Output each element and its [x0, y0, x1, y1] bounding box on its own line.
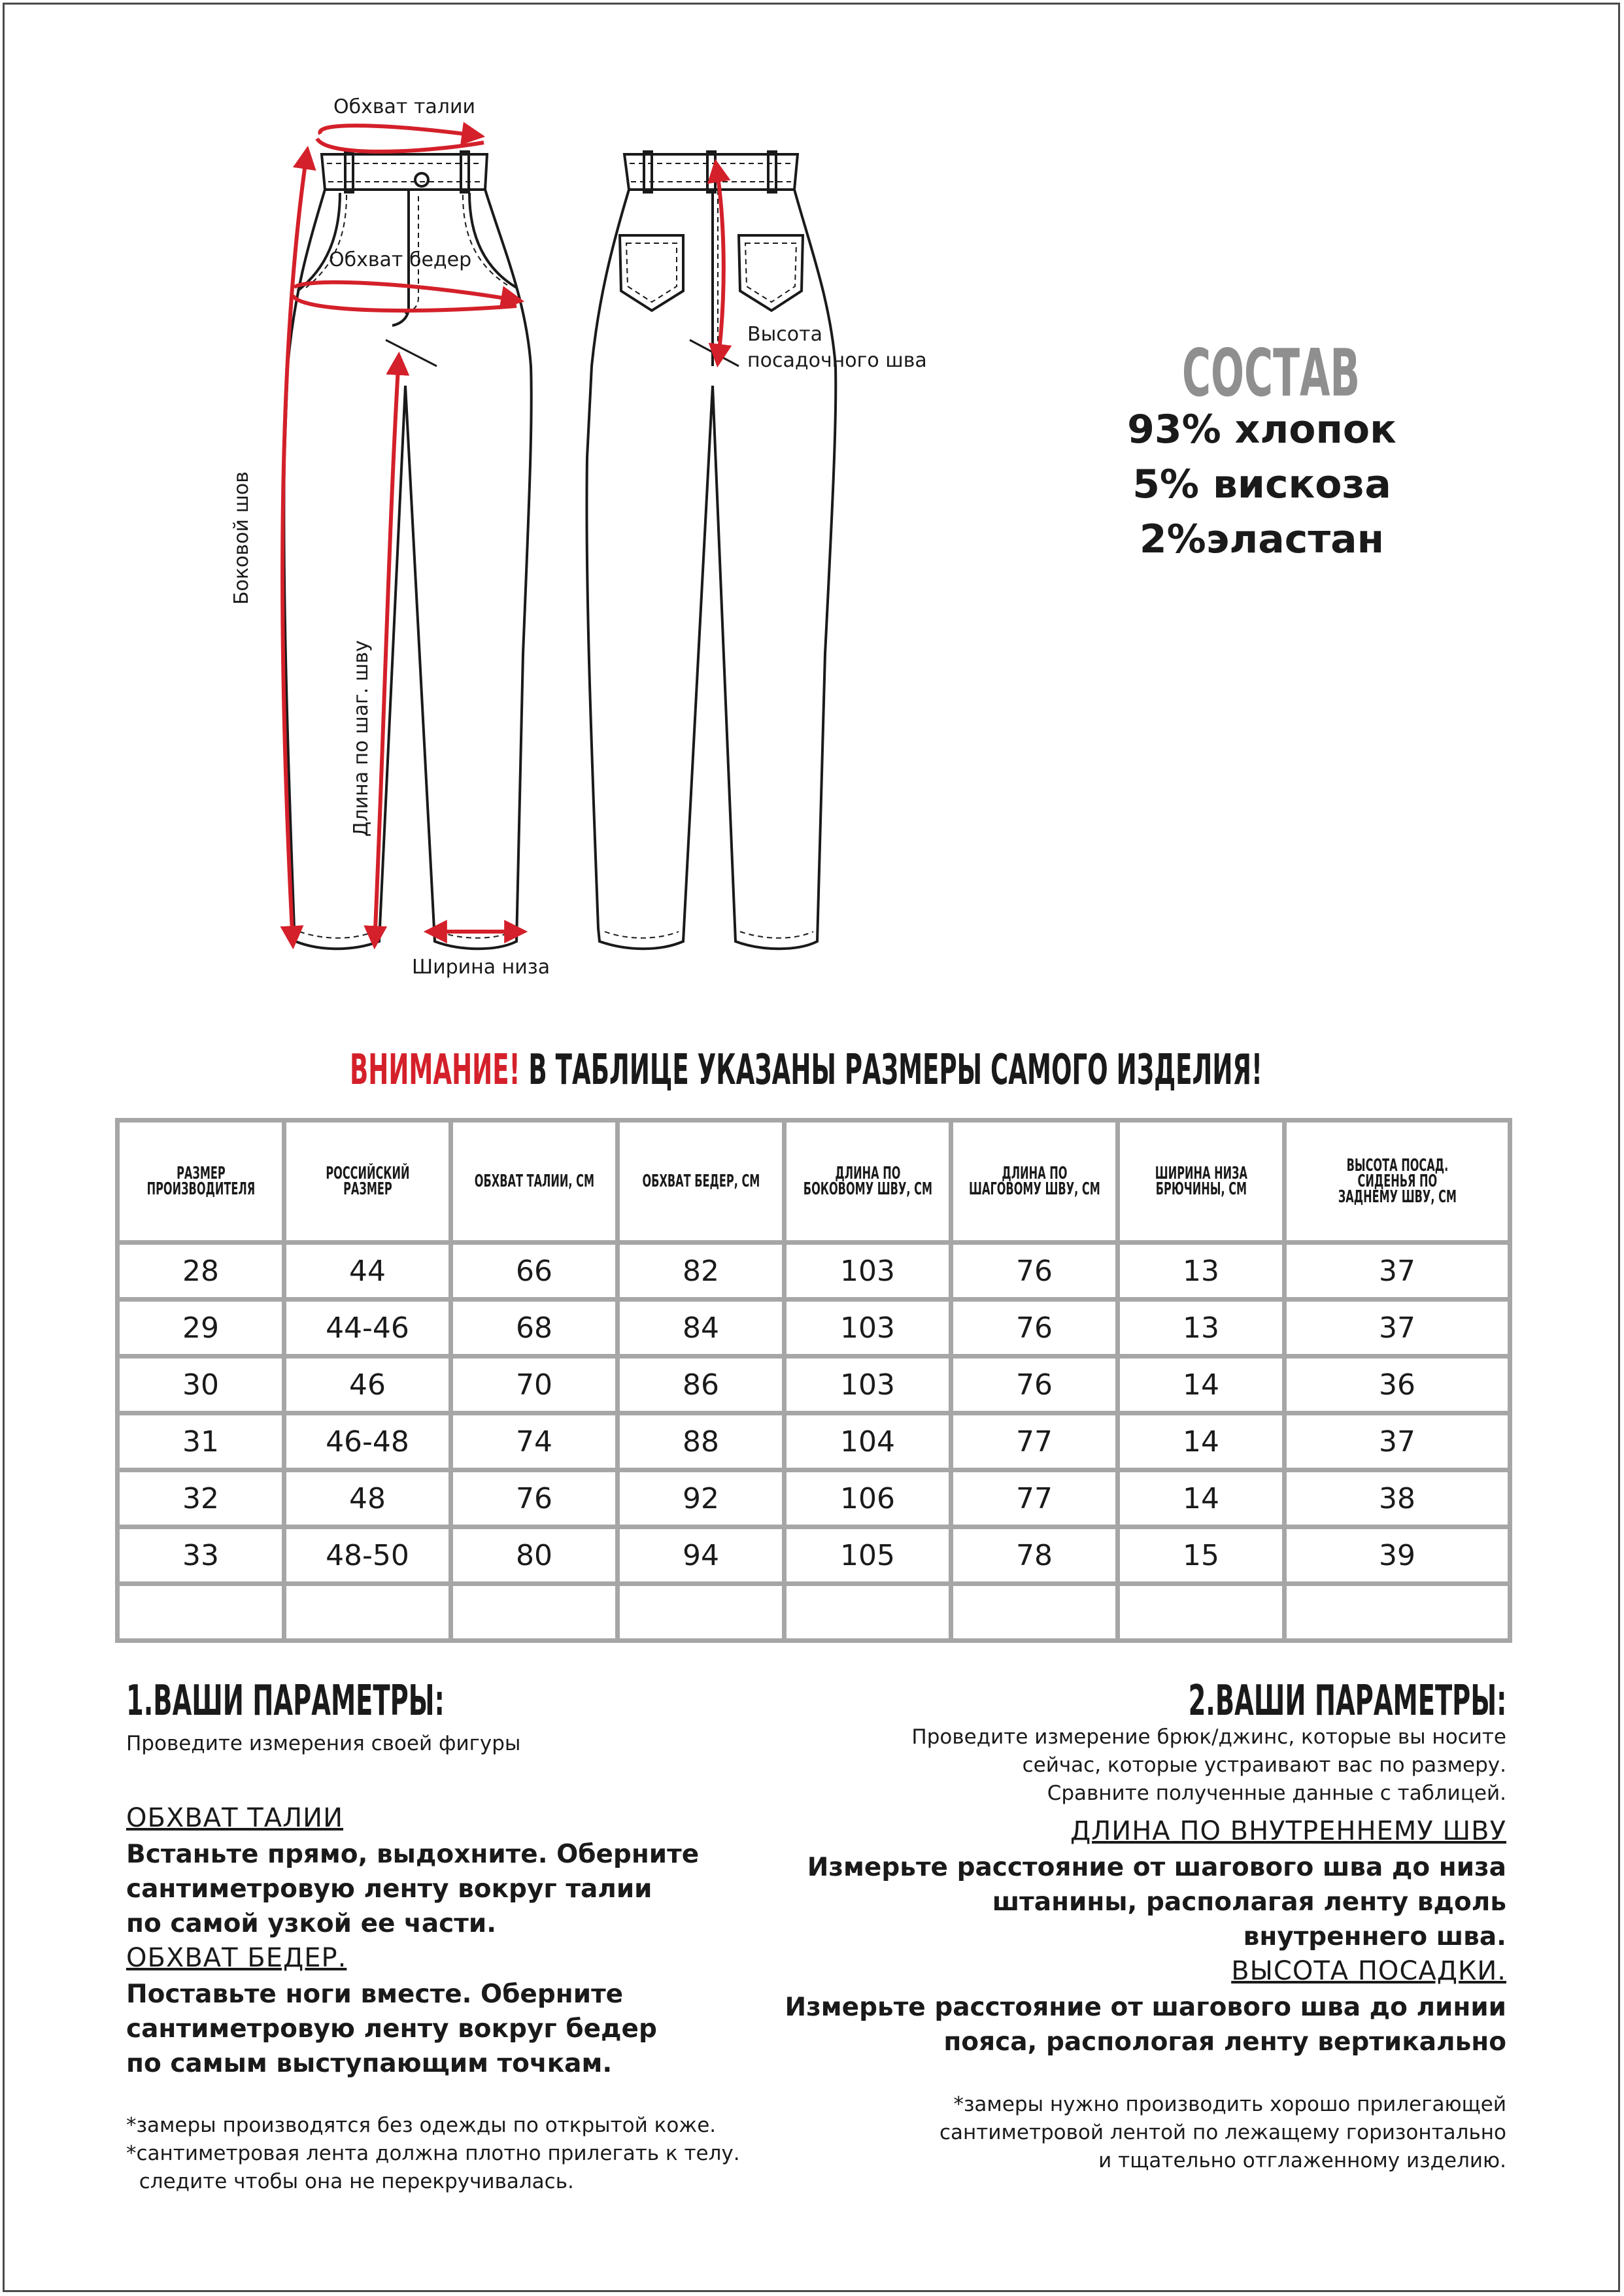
- table-cell: 37: [1285, 1413, 1510, 1470]
- table-cell: 29: [118, 1300, 284, 1357]
- table-cell: [1118, 1584, 1285, 1641]
- rise-instructions: [785, 1990, 1506, 2059]
- waist-heading: ОБХВАТ ТАЛИИ: [126, 1803, 343, 1833]
- table-cell: 14: [1118, 1357, 1285, 1413]
- hem-width-label: Ширина низа: [412, 956, 550, 979]
- right-subtitle-1: Проведите измерение брюк/джинс, которые вы носите: [911, 1725, 1506, 1749]
- header-waist: ОБХВАТ ТАЛИИ, СМ: [451, 1121, 618, 1243]
- right-subtitle-2: сейчас, которые устраивают вас по размеру.: [1022, 1753, 1506, 1777]
- header-hem-width: ШИРИНА НИЗА БРЮЧИНЫ, СМ: [1118, 1121, 1285, 1243]
- table-cell: [785, 1584, 951, 1641]
- table-cell: 37: [1285, 1243, 1510, 1300]
- table-cell: 78: [951, 1527, 1118, 1584]
- table-cell: 32: [118, 1470, 284, 1527]
- table-cell: 14: [1118, 1470, 1285, 1527]
- table-cell: 14: [1118, 1413, 1285, 1470]
- table-cell: 74: [451, 1413, 618, 1470]
- table-row: [118, 1470, 1510, 1527]
- hips-line-3: по самым выступающим точкам.: [126, 2049, 613, 2078]
- header-side-seam: ДЛИНА ПО БОКОВОМУ ШВУ, СМ: [785, 1121, 951, 1243]
- left-note-3: следите чтобы она не перекручивалась.: [126, 2170, 574, 2193]
- table-cell: [618, 1584, 785, 1641]
- table-cell: 80: [451, 1527, 618, 1584]
- table-row: [118, 1243, 1510, 1300]
- table-cell: 88: [618, 1413, 785, 1470]
- hips-line-2: сантиметровую ленту вокруг бедер: [126, 2014, 657, 2044]
- composition-line-elastane: 2%эластан: [1139, 516, 1385, 562]
- table-cell: 68: [451, 1300, 618, 1357]
- table-cell: 104: [785, 1413, 951, 1470]
- rise-heading: ВЫСОТА ПОСАДКИ.: [1231, 1956, 1506, 1986]
- rise-label-line2: посадочного шва: [747, 349, 927, 372]
- side-seam-label: Боковой шов: [230, 471, 253, 605]
- table-row-empty: [118, 1584, 1510, 1641]
- table-cell: [284, 1584, 451, 1641]
- table-cell: [951, 1584, 1118, 1641]
- left-note-2: *сантиметровая лента должна плотно прилегать к телу.: [126, 2142, 740, 2165]
- size-table: [115, 1118, 1512, 1643]
- table-row: [118, 1413, 1510, 1470]
- table-cell: 82: [618, 1243, 785, 1300]
- table-cell: 70: [451, 1357, 618, 1413]
- header-russian-size: РОССИЙСКИЙ РАЗМЕР: [284, 1121, 451, 1243]
- table-row: [118, 1357, 1510, 1413]
- table-cell: 48: [284, 1470, 451, 1527]
- table-cell: 76: [451, 1470, 618, 1527]
- table-cell: 44-46: [284, 1300, 451, 1357]
- inseam-label: Длина по шаг. шву: [350, 640, 373, 837]
- hips-label: Обхват бедер: [329, 248, 472, 271]
- waist-line-1: Встаньте прямо, выдохните. Оберните: [126, 1840, 700, 1869]
- right-subtitle-3: Сравните полученные данные с таблицей.: [1047, 1781, 1506, 1805]
- table-cell: 103: [785, 1243, 951, 1300]
- inseam-line-3: внутреннего шва.: [1243, 1922, 1506, 1951]
- back-pants-drawing: [586, 152, 836, 949]
- table-cell: 103: [785, 1357, 951, 1413]
- table-cell: 76: [951, 1357, 1118, 1413]
- table-cell: 39: [1285, 1527, 1510, 1584]
- table-row: [118, 1300, 1510, 1357]
- table-cell: 66: [451, 1243, 618, 1300]
- table-cell: 30: [118, 1357, 284, 1413]
- table-cell: 106: [785, 1470, 951, 1527]
- table-cell: 36: [1285, 1357, 1510, 1413]
- table-cell: 28: [118, 1243, 284, 1300]
- notice-text: В ТАБЛИЦЕ УКАЗАНЫ РАЗМЕРЫ САМОГО ИЗДЕЛИЯ!: [520, 1046, 1262, 1094]
- header-rise: ВЫСОТА ПОСАД. СИДЕНЬЯ ПО ЗАДНЕМУ ШВУ, СМ: [1285, 1121, 1510, 1243]
- table-cell: 77: [951, 1470, 1118, 1527]
- waist-label: Обхват талии: [333, 95, 475, 118]
- waist-line-2: сантиметровую ленту вокруг талии: [126, 1874, 652, 1904]
- right-note-3: и тщательно отглаженному изделию.: [1098, 2149, 1506, 2172]
- table-cell: 37: [1285, 1300, 1510, 1357]
- table-cell: 15: [1118, 1527, 1285, 1584]
- table-cell: 84: [618, 1300, 785, 1357]
- rise-line-1: Измерьте расстояние от шагового шва до линии: [785, 1993, 1506, 2022]
- inseam-heading: ДЛИНА ПО ВНУТРЕННЕМУ ШВУ: [1070, 1816, 1506, 1846]
- inseam-line-1: Измерьте расстояние от шагового шва до низа: [807, 1853, 1506, 1882]
- waist-line-3: по самой узкой ее части.: [126, 1909, 497, 1938]
- hips-instructions: [126, 1977, 657, 2081]
- header-hips: ОБХВАТ БЕДЕР, СМ: [618, 1121, 785, 1243]
- table-cell: 94: [618, 1527, 785, 1584]
- header-manufacturer-size: РАЗМЕР ПРОИЗВОДИТЕЛЯ: [118, 1121, 284, 1243]
- table-cell: 44: [284, 1243, 451, 1300]
- composition-line-cotton: 93% хлопок: [1127, 407, 1396, 452]
- rise-label-line1: Высота: [747, 323, 822, 346]
- table-cell: 76: [951, 1243, 1118, 1300]
- rise-line-2: пояса, распологая ленту вертикально: [943, 2027, 1506, 2057]
- table-cell: 13: [1118, 1300, 1285, 1357]
- right-note-2: сантиметровой лентой по лежащему горизонтально: [939, 2121, 1506, 2144]
- table-cell: 103: [785, 1300, 951, 1357]
- waist-instructions: [126, 1837, 699, 1941]
- table-cell: 77: [951, 1413, 1118, 1470]
- left-notes: [126, 2112, 740, 2196]
- table-header-row: [118, 1121, 1510, 1243]
- table-cell: 46-48: [284, 1413, 451, 1470]
- table-cell: 105: [785, 1527, 951, 1584]
- table-notice: [350, 1046, 1262, 1092]
- header-inseam: ДЛИНА ПО ШАГОВОМУ ШВУ, СМ: [951, 1121, 1118, 1243]
- inseam-instructions: [807, 1850, 1506, 1954]
- table-cell: [118, 1584, 284, 1641]
- hips-line-1: Поставьте ноги вместе. Оберните: [126, 1980, 624, 2009]
- notice-attention: ВНИМАНИЕ!: [350, 1046, 520, 1094]
- right-section-subtitle: [911, 1723, 1506, 1808]
- hips-heading: ОБХВАТ БЕДЕР.: [126, 1943, 347, 1973]
- left-section-title: 1.ВАШИ ПАРАМЕТРЫ:: [126, 1677, 445, 1725]
- table-cell: 38: [1285, 1470, 1510, 1527]
- table-cell: 33: [118, 1527, 284, 1584]
- table-row: [118, 1527, 1510, 1584]
- pants-diagram: [0, 0, 981, 1000]
- table-cell: 46: [284, 1357, 451, 1413]
- left-note-1: *замеры производятся без одежды по открытой коже.: [126, 2114, 717, 2137]
- right-section-title: 2.ВАШИ ПАРАМЕТРЫ:: [1188, 1677, 1506, 1725]
- composition-line-viscose: 5% вискоза: [1132, 462, 1391, 507]
- table-cell: [1285, 1584, 1510, 1641]
- composition-title: СОСТАВ: [1182, 335, 1361, 411]
- right-note-1: *замеры нужно производить хорошо прилегающей: [953, 2093, 1506, 2116]
- table-cell: 86: [618, 1357, 785, 1413]
- table-cell: [451, 1584, 618, 1641]
- left-section-subtitle: Проведите измерения своей фигуры: [126, 1732, 521, 1755]
- table-cell: 31: [118, 1413, 284, 1470]
- table-cell: 48-50: [284, 1527, 451, 1584]
- inseam-line-2: штанины, располагая ленту вдоль: [992, 1887, 1506, 1917]
- table-cell: 92: [618, 1470, 785, 1527]
- right-notes: [939, 2091, 1506, 2175]
- table-cell: 76: [951, 1300, 1118, 1357]
- table-cell: 13: [1118, 1243, 1285, 1300]
